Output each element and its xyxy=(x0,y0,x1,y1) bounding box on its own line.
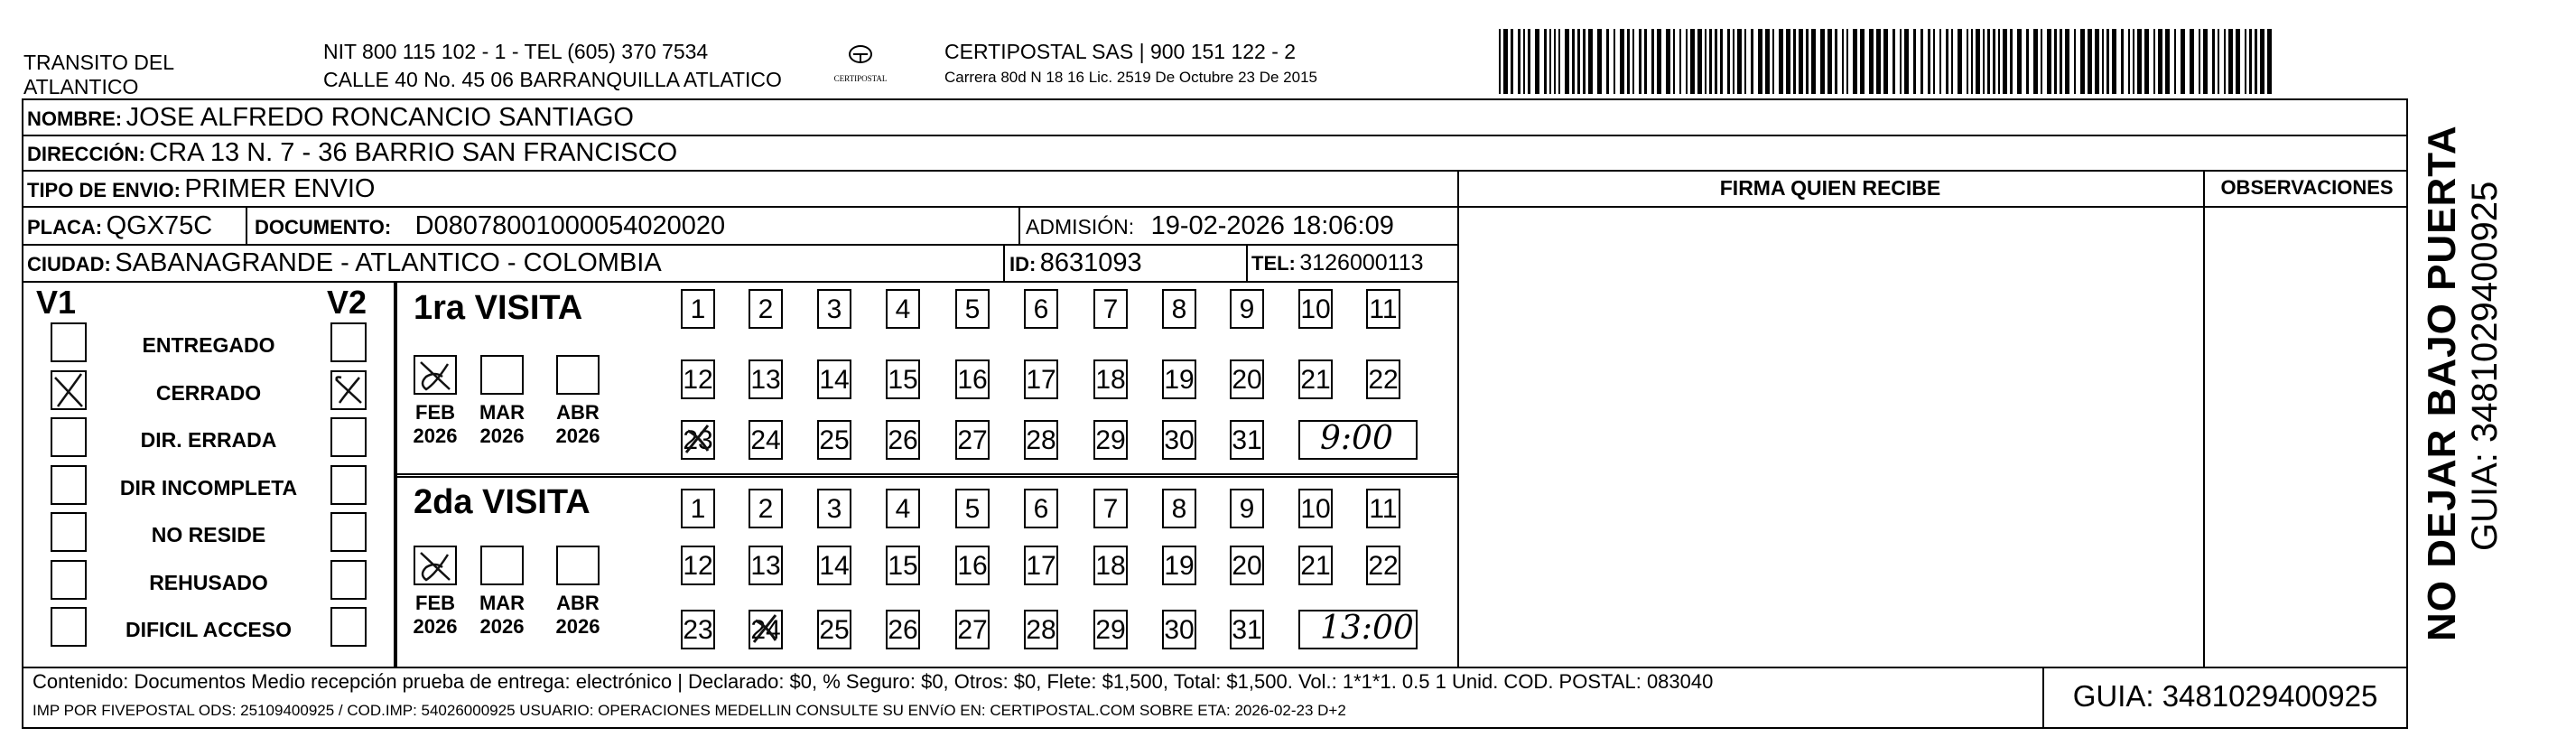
first-visit-day-box[interactable]: 29 xyxy=(1093,420,1128,460)
barcode-bar xyxy=(1913,29,1916,94)
barcode-bar xyxy=(1876,29,1881,94)
barcode-bar xyxy=(1811,29,1816,94)
barcode-bar xyxy=(2165,29,2170,94)
v2-label: V2 xyxy=(327,284,367,321)
second-visit-day-box[interactable]: 27 xyxy=(955,610,990,649)
second-visit-day-box[interactable]: 31 xyxy=(1230,610,1264,649)
barcode-bar xyxy=(2174,29,2176,94)
second-visit-day-box[interactable]: 17 xyxy=(1024,546,1058,585)
barcode-bar xyxy=(2158,29,2162,94)
second-visit-day-box[interactable]: 6 xyxy=(1024,489,1058,528)
first-visit-day-box[interactable]: 6 xyxy=(1024,289,1058,329)
barcode-bar xyxy=(1779,29,1783,94)
barcode-bar xyxy=(1686,29,1688,94)
barcode-bar xyxy=(1613,29,1615,94)
first-visit-day-box[interactable]: 26 xyxy=(886,420,920,460)
v1-checkbox[interactable] xyxy=(51,607,87,647)
barcode-bar xyxy=(2236,29,2240,94)
barcode-bar xyxy=(1644,29,1647,94)
barcode-bar xyxy=(1627,29,1630,94)
barcode-bar xyxy=(1705,29,1706,94)
barcode xyxy=(1497,29,2274,94)
first-visit-day-box[interactable]: 11 xyxy=(1366,289,1400,329)
barcode-bar xyxy=(1528,29,1530,94)
barcode-bar xyxy=(2181,29,2185,94)
barcode-bar xyxy=(2121,29,2124,94)
first-visit-day-box[interactable]: 5 xyxy=(955,289,990,329)
second-visit-month-checkbox-abr[interactable] xyxy=(556,546,600,585)
signature-area[interactable] xyxy=(1459,208,2201,665)
v2-checkbox[interactable] xyxy=(330,417,367,457)
barcode-bar xyxy=(1697,29,1702,94)
tel-cell xyxy=(1251,252,1424,275)
barcode-bar xyxy=(2088,29,2092,94)
barcode-bar xyxy=(1577,29,1580,94)
barcode-bar xyxy=(1620,29,1624,94)
barcode-bar xyxy=(1535,29,1539,94)
courier-nit: CERTIPOSTAL SAS | 900 151 122 - 2 xyxy=(944,40,1297,63)
v2-checkbox[interactable] xyxy=(330,607,367,647)
barcode-bar xyxy=(1657,29,1661,94)
v2-checkbox[interactable] xyxy=(330,560,367,600)
id-cell xyxy=(1009,250,1142,276)
tel-label: TEL: xyxy=(1251,252,1296,275)
column-divider xyxy=(1003,244,1005,281)
barcode-bar xyxy=(2102,29,2104,94)
barcode-bar xyxy=(1499,29,1501,94)
first-visit-day-box[interactable]: 10 xyxy=(1298,289,1333,329)
status-option-label: DIR. ERRADA xyxy=(140,428,277,452)
v1-checkbox[interactable] xyxy=(51,512,87,552)
second-visit-day-box[interactable]: 3 xyxy=(817,489,851,528)
barcode-bar xyxy=(2199,29,2200,94)
v1-label: V1 xyxy=(36,284,77,321)
second-visit-month-label: FEB xyxy=(415,592,455,614)
imp-line: IMP POR FIVEPOSTAL ODS: 25109400925 / COD.IMP: 54026000925 USUARIO: OPERACIONES MEDELLIN CONSULTE SU ENVíO EN: CERTIPOSTAL.COM SOBRE ETA: 2026-02-23 D+2 xyxy=(33,702,1346,719)
firma-header: FIRMA QUIEN RECIBE xyxy=(1719,176,1941,200)
barcode-bar xyxy=(1883,29,1888,94)
footer-divider xyxy=(22,667,2408,668)
ciudad-value: SABANAGRANDE - ATLANTICO - COLOMBIA xyxy=(115,248,662,277)
second-visit-day-box[interactable]: 9 xyxy=(1230,489,1264,528)
direccion-row xyxy=(27,140,677,166)
row-divider xyxy=(22,281,1457,283)
first-visit-day-box[interactable]: 2 xyxy=(749,289,783,329)
barcode-bar xyxy=(2017,29,2022,94)
barcode-bar xyxy=(1835,29,1837,94)
content-line: Contenido: Documentos Medio recepción prueba de entrega: electrónico | Declarado: $0, % Seguro: $0, Otros: $0, Flete: $1,500, Total: $1,500. Vol.: 1*1*1. 0.5 1 Unid. COD. POSTAL: 083040 xyxy=(33,670,1714,693)
first-visit-month-label: ABR xyxy=(556,401,600,424)
first-visit-day-box[interactable]: 12 xyxy=(681,359,715,399)
barcode-bar xyxy=(2047,29,2051,94)
second-visit-day-box[interactable]: 30 xyxy=(1162,610,1196,649)
second-visit-day-box[interactable]: 4 xyxy=(886,489,920,528)
barcode-bar xyxy=(1976,29,1980,94)
second-visit-time-box[interactable] xyxy=(1298,610,1418,649)
first-visit-day-box[interactable]: 19 xyxy=(1162,359,1196,399)
barcode-bar xyxy=(1853,29,1857,94)
status-option-label: CERRADO xyxy=(155,380,262,405)
barcode-bar xyxy=(1715,29,1717,94)
barcode-bar xyxy=(2255,29,2257,94)
barcode-bar xyxy=(1869,29,1874,94)
barcode-bar xyxy=(2080,29,2085,94)
second-visit-day-box[interactable]: 21 xyxy=(1298,546,1333,585)
barcode-bar xyxy=(1971,29,1973,94)
barcode-bar xyxy=(2128,29,2130,94)
status-option-label: DIR INCOMPLETA xyxy=(119,475,298,499)
documento-cell xyxy=(255,213,725,239)
first-visit-day-box[interactable]: 13 xyxy=(749,359,783,399)
first-visit-time-box[interactable] xyxy=(1298,420,1418,460)
barcode-bar xyxy=(1523,29,1525,94)
first-visit-month-label: MAR xyxy=(479,401,525,424)
first-visit-title: 1ra VISITA xyxy=(414,289,583,327)
direccion-label: DIRECCIÓN: xyxy=(27,143,145,165)
second-visit-day-box[interactable]: 1 xyxy=(681,489,715,528)
second-visit-month-checkbox-mar[interactable] xyxy=(480,546,524,585)
second-visit-day-box[interactable]: 15 xyxy=(886,546,920,585)
barcode-bar xyxy=(1588,29,1593,94)
barcode-bar xyxy=(2260,29,2264,94)
column-divider xyxy=(1246,244,1248,281)
second-visit-day-box[interactable]: 2 xyxy=(749,489,783,528)
barcode-bar xyxy=(1720,29,1723,94)
second-visit-day-box[interactable]: 13 xyxy=(749,546,783,585)
status-option-label: DIFICIL ACCESO xyxy=(125,618,292,641)
barcode-bar xyxy=(2133,29,2134,94)
barcode-bar xyxy=(2245,29,2246,94)
barcode-bar xyxy=(1751,29,1753,94)
barcode-bar xyxy=(1998,29,2000,94)
courier-info xyxy=(944,40,1317,88)
second-visit-year-label: 2026 xyxy=(413,615,458,638)
side-vertical-text xyxy=(2413,108,2575,732)
second-visit-day-box[interactable]: 28 xyxy=(1024,610,1058,649)
no-dejar-warning: NO DEJAR BAJO PUERTA xyxy=(2420,125,2464,641)
barcode-bar xyxy=(2033,29,2038,94)
observaciones-header: OBSERVACIONES xyxy=(2220,176,2394,199)
nombre-label: NOMBRE: xyxy=(27,107,123,130)
barcode-bar xyxy=(1518,29,1520,94)
barcode-bar xyxy=(1860,29,1865,94)
v2-checkbox[interactable] xyxy=(330,465,367,505)
barcode-bar xyxy=(1799,29,1803,94)
barcode-bar xyxy=(1951,29,1953,94)
first-visit-day-box[interactable]: 3 xyxy=(817,289,851,329)
first-visit-day-box[interactable]: 25 xyxy=(817,420,851,460)
tipo-envio-row xyxy=(27,176,375,202)
second-visit-day-box[interactable]: 23 xyxy=(681,610,715,649)
certipostal-logo xyxy=(829,42,892,91)
second-visit-day-box[interactable]: 19 xyxy=(1162,546,1196,585)
second-visit-day-box[interactable]: 29 xyxy=(1093,610,1128,649)
tel-value: 3126000113 xyxy=(1299,250,1424,275)
courier-license: Carrera 80d N 18 16 Lic. 2519 De Octubre 23 De 2015 xyxy=(944,69,1317,86)
guia-box-text: GUIA: 3481029400925 xyxy=(2072,679,2378,713)
first-visit-day-box[interactable]: 17 xyxy=(1024,359,1058,399)
barcode-bar xyxy=(1639,29,1641,94)
barcode-bar xyxy=(1946,29,1948,94)
barcode-bar xyxy=(1737,29,1742,94)
barcode-bar xyxy=(1806,29,1809,94)
svg-text:CERTIPOSTAL: CERTIPOSTAL xyxy=(833,74,888,83)
ciudad-label: CIUDAD: xyxy=(27,253,111,275)
barcode-bar xyxy=(1793,29,1796,94)
barcode-bar xyxy=(2095,29,2099,94)
first-visit-day-box[interactable]: 30 xyxy=(1162,420,1196,460)
first-visit-year-label: 2026 xyxy=(413,425,458,447)
first-visit-day-box[interactable]: 18 xyxy=(1093,359,1128,399)
first-visit-month-checkbox-abr[interactable] xyxy=(556,355,600,395)
barcode-bar xyxy=(2106,29,2109,94)
barcode-bar xyxy=(2026,29,2029,94)
sender-street: CALLE 40 No. 45 06 BARRANQUILLA ATLATICO xyxy=(323,68,782,91)
first-visit-day-box[interactable]: 21 xyxy=(1298,359,1333,399)
barcode-bar xyxy=(1820,29,1825,94)
barcode-bar xyxy=(2060,29,2062,94)
first-visit-day-box[interactable]: 20 xyxy=(1230,359,1264,399)
first-visit-month-checkbox-mar[interactable] xyxy=(480,355,524,395)
observations-area[interactable] xyxy=(2205,208,2406,665)
barcode-bar xyxy=(1632,29,1634,94)
second-visit-day-box[interactable]: 11 xyxy=(1366,489,1400,528)
barcode-bar xyxy=(1846,29,1848,94)
visit-divider xyxy=(394,473,1457,475)
barcode-bar xyxy=(1744,29,1746,94)
tipo-envio-value: PRIMER ENVIO xyxy=(184,174,376,203)
second-visit-day-box[interactable]: 5 xyxy=(955,489,990,528)
barcode-bar xyxy=(1690,29,1695,94)
barcode-bar xyxy=(2065,29,2069,94)
barcode-bar xyxy=(1549,29,1551,94)
first-visit-day-box[interactable]: 4 xyxy=(886,289,920,329)
first-visit-day-box[interactable]: 7 xyxy=(1093,289,1128,329)
second-visit-day-box[interactable]: 20 xyxy=(1230,546,1264,585)
sender-nit-tel: NIT 800 115 102 - 1 - TEL (605) 370 7534 xyxy=(323,40,709,63)
column-divider xyxy=(246,206,247,244)
barcode-bar xyxy=(1928,29,1930,94)
first-visit-day-box[interactable]: 31 xyxy=(1230,420,1264,460)
second-visit-month-label: ABR xyxy=(556,592,600,614)
status-option-label: ENTREGADO xyxy=(142,333,275,357)
barcode-bar xyxy=(1765,29,1770,94)
barcode-bar xyxy=(1758,29,1762,94)
first-visit-day-box[interactable]: 24 xyxy=(749,420,783,460)
tipo-envio-label: TIPO DE ENVIO: xyxy=(27,179,181,201)
sender-name xyxy=(23,51,174,99)
barcode-bar xyxy=(1786,29,1790,94)
first-visit-month-label: FEB xyxy=(415,401,455,424)
status-option-label: NO RESIDE xyxy=(151,523,266,546)
first-visit-year-label: 2026 xyxy=(555,425,600,447)
documento-label: DOCUMENTO: xyxy=(255,216,392,238)
sender-address xyxy=(323,40,782,92)
barcode-bar xyxy=(1558,29,1560,94)
second-visit-day-box[interactable]: 25 xyxy=(817,610,851,649)
visit-divider xyxy=(394,476,1457,478)
documento-value: D08078001000054020020 xyxy=(414,211,726,240)
barcode-bar xyxy=(1983,29,1985,94)
v2-checkbox[interactable] xyxy=(330,322,367,362)
second-visit-year-label: 2026 xyxy=(479,615,525,638)
v1-checkbox[interactable] xyxy=(51,465,87,505)
barcode-bar xyxy=(1673,29,1675,94)
barcode-bar xyxy=(2228,29,2233,94)
side-guia: GUIA: 3481029400925 xyxy=(2465,181,2505,551)
second-visit-day-box[interactable]: 12 xyxy=(681,546,715,585)
barcode-bar xyxy=(1842,29,1844,94)
v2-checkbox[interactable] xyxy=(330,370,367,410)
first-visit-day-box[interactable]: 8 xyxy=(1162,289,1196,329)
first-visit-day-box[interactable]: 27 xyxy=(955,420,990,460)
barcode-bar xyxy=(1993,29,1995,94)
barcode-bar xyxy=(1958,29,1962,94)
second-visit-day-box[interactable]: 14 xyxy=(817,546,851,585)
id-label: ID: xyxy=(1009,253,1037,275)
id-value: 8631093 xyxy=(1039,248,1142,277)
barcode-bar xyxy=(1933,29,1935,94)
first-visit-day-box[interactable]: 1 xyxy=(681,289,715,329)
barcode-bar xyxy=(1554,29,1556,94)
barcode-bar xyxy=(2010,29,2013,94)
second-visit-day-box[interactable]: 24 xyxy=(749,610,783,649)
barcode-bar xyxy=(1827,29,1832,94)
barcode-bar xyxy=(1967,29,1968,94)
barcode-bar xyxy=(2003,29,2007,94)
v1-checkbox[interactable] xyxy=(51,560,87,600)
barcode-bar xyxy=(2267,29,2272,94)
barcode-bar xyxy=(1606,29,1609,94)
ciudad-cell xyxy=(27,250,662,276)
sender-name-line-2: ATLANTICO xyxy=(23,75,139,98)
second-visit-month-label: MAR xyxy=(479,592,525,614)
first-visit-day-box[interactable]: 22 xyxy=(1366,359,1400,399)
first-visit-day-box[interactable]: 14 xyxy=(817,359,851,399)
second-visit-day-box[interactable]: 26 xyxy=(886,610,920,649)
barcode-bar xyxy=(1892,29,1895,94)
barcode-bar xyxy=(1572,29,1575,94)
barcode-bar xyxy=(1651,29,1654,94)
v2-checkbox[interactable] xyxy=(330,512,367,552)
row-divider xyxy=(22,244,1457,246)
second-visit-month-checkbox-feb[interactable] xyxy=(414,546,457,585)
barcode-bar xyxy=(2249,29,2252,94)
first-visit-day-box[interactable]: 16 xyxy=(955,359,990,399)
barcode-bar xyxy=(2203,29,2208,94)
barcode-bar xyxy=(2074,29,2076,94)
row-divider xyxy=(22,206,1457,208)
barcode-bar xyxy=(1511,29,1513,94)
v1-checkbox[interactable] xyxy=(51,417,87,457)
nombre-row xyxy=(27,105,634,131)
barcode-bar xyxy=(1727,29,1730,94)
first-visit-month-checkbox-feb[interactable] xyxy=(414,355,457,395)
second-visit-title: 2da VISITA xyxy=(414,483,591,521)
first-visit-day-box[interactable]: 9 xyxy=(1230,289,1264,329)
barcode-bar xyxy=(1544,29,1547,94)
barcode-bar xyxy=(1597,29,1602,94)
barcode-bar xyxy=(2144,29,2149,94)
barcode-bar xyxy=(2112,29,2116,94)
second-visit-year-label: 2026 xyxy=(555,615,600,638)
second-visit-day-box[interactable]: 18 xyxy=(1093,546,1128,585)
row-divider xyxy=(22,170,2408,172)
second-visit-day-box[interactable]: 16 xyxy=(955,546,990,585)
placa-value: QGX75C xyxy=(106,211,213,240)
barcode-bar xyxy=(1565,29,1569,94)
second-visit-day-box[interactable]: 7 xyxy=(1093,489,1128,528)
admision-value: 19-02-2026 18:06:09 xyxy=(1150,211,1394,240)
barcode-bar xyxy=(1900,29,1902,94)
v1-checkbox[interactable] xyxy=(51,370,87,410)
barcode-bar xyxy=(1709,29,1712,94)
second-visit-day-box[interactable]: 10 xyxy=(1298,489,1333,528)
second-visit-day-box[interactable]: 22 xyxy=(1366,546,1400,585)
sender-name-line-1: TRANSITO DEL xyxy=(23,51,174,74)
placa-cell xyxy=(27,213,212,239)
barcode-bar xyxy=(1503,29,1508,94)
barcode-bar xyxy=(1904,29,1909,94)
first-visit-day-box[interactable]: 28 xyxy=(1024,420,1058,460)
barcode-bar xyxy=(2137,29,2142,94)
column-divider xyxy=(1018,206,1020,244)
barcode-bar xyxy=(2054,29,2057,94)
first-visit-time-handwritten: 9:00 xyxy=(1320,420,1393,457)
second-visit-time-handwritten: 13:00 xyxy=(1320,610,1414,647)
barcode-bar xyxy=(2212,29,2215,94)
barcode-bar xyxy=(1920,29,1923,94)
barcode-bar xyxy=(1679,29,1681,94)
barcode-bar xyxy=(2218,29,2219,94)
barcode-bar xyxy=(1939,29,1941,94)
admision-cell xyxy=(1026,213,1394,239)
nombre-value: JOSE ALFREDO RONCANCIO SANTIAGO xyxy=(126,103,634,132)
admision-label: ADMISIÓN: xyxy=(1026,215,1135,238)
barcode-bar xyxy=(2190,29,2194,94)
v1-checkbox[interactable] xyxy=(51,322,87,362)
row-divider xyxy=(22,135,2408,136)
barcode-bar xyxy=(1987,29,1990,94)
barcode-bar xyxy=(1733,29,1734,94)
status-option-label: REHUSADO xyxy=(149,570,268,594)
barcode-bar xyxy=(1666,29,1670,94)
first-visit-year-label: 2026 xyxy=(479,425,525,447)
second-visit-day-box[interactable]: 8 xyxy=(1162,489,1196,528)
barcode-bar xyxy=(1583,29,1586,94)
barcode-bar xyxy=(2224,29,2226,94)
direccion-value: CRA 13 N. 7 - 36 BARRIO SAN FRANCISCO xyxy=(149,138,678,167)
barcode-bar xyxy=(2041,29,2042,94)
barcode-bar xyxy=(1772,29,1774,94)
barcode-bar xyxy=(2153,29,2155,94)
first-visit-day-box[interactable]: 23 xyxy=(681,420,715,460)
placa-label: PLACA: xyxy=(27,216,103,238)
first-visit-day-box[interactable]: 15 xyxy=(886,359,920,399)
